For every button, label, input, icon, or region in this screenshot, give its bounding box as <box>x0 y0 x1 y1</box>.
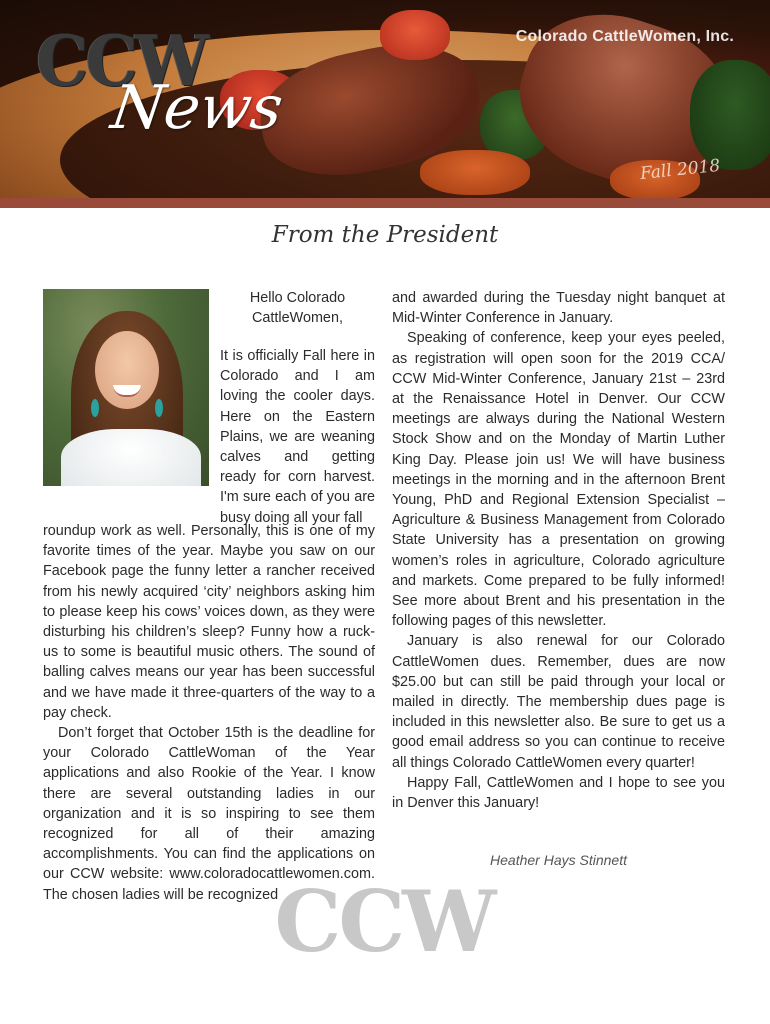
issue-label: Fall 2018 <box>638 155 721 185</box>
paragraph: roundup work as well. Personally, this is one of my favorite times of the year. Maybe you saw on our Facebook page the funny letter a rancher received from his newly acquired ‘city’ neighbors asking him to please keep his cows’ voices down, as they were disturbing his children’s sleep? Funny how a ruck-us to some is beautiful music others. The sound of balling calves means our year has been successful and we have made it three-quarters of the way to a pay check. <box>43 523 375 721</box>
section-title: From the President <box>271 222 499 248</box>
footer-ccw-logo: CCW <box>274 872 494 971</box>
masthead-divider <box>0 198 770 208</box>
photo-shirt <box>61 429 201 486</box>
president-photo <box>43 289 209 486</box>
newsletter-title: News <box>107 73 288 143</box>
squash-image <box>420 150 530 195</box>
paragraph: Speaking of conference, keep your eyes peeled, as registration will open soon for the 2019 CCA/ CCW Mid-Winter Conference, January 21st – 23rd at the Renaissance Hotel in Denver. Our CCW meetings are always during the National Western Stock Show and on the Monday of Martin Luther King Day. Please join us! We will have business meetings in the morning and in the afternoon Brent Young, PhD and Regional Extension Specialist – Agriculture & Business Management from Colorado State University has a presentation on growing women’s roles in agriculture, Colorado agriculture and markets. Come prepared to be fully informed! See more about Brent and his presentation in the following pages of this newsletter. <box>392 330 725 630</box>
ccw-logo: CCW <box>36 19 207 102</box>
masthead-banner <box>0 0 770 200</box>
organization-name: Colorado CattleWomen, Inc. <box>515 28 734 45</box>
letter-wrap-text <box>220 346 375 528</box>
paragraph: Don’t forget that October 15th is the deadline for your Colorado CattleWoman of the Year applications and also Rookie of the Year. I know there are several outstanding ladies in our organization and it is so inspiring to see them recognized for all of their amazing accomplishments. You can find the applications on our CCW website: www.coloradocattlewomen.com. The chosen ladies will be recognized <box>43 725 375 903</box>
earring-left <box>91 399 99 417</box>
earring-right <box>155 399 163 417</box>
letter-left-column <box>43 521 375 905</box>
signature: Heather Hays Stinnett <box>490 852 627 868</box>
letter-greeting: Hello Colorado CattleWomen, <box>249 290 346 327</box>
letter-right-column <box>392 288 725 813</box>
tomato-image <box>380 10 450 60</box>
paragraph: and awarded during the Tuesday night banquet at Mid-Winter Conference in January. <box>392 290 725 327</box>
greens-image <box>690 60 770 170</box>
paragraph: It is officially Fall here in Colorado and I am loving the cooler days. Here on the Eastern Plains, we are weaning calves and getting ready for corn harvest. I'm sure each of you are busy doing all your fall <box>220 348 375 526</box>
photo-face <box>95 331 159 409</box>
paragraph: January is also renewal for our Colorado CattleWomen dues. Remember, dues are now $25.00 but can still be paid through your local or mailed in directly. The membership dues page is included in this newsletter also. Be sure to get us a good email address so you can continue to receive all things Colorado CattleWomen every quarter! <box>392 633 725 771</box>
paragraph: Happy Fall, CattleWomen and I hope to see you in Denver this January! <box>392 774 725 812</box>
